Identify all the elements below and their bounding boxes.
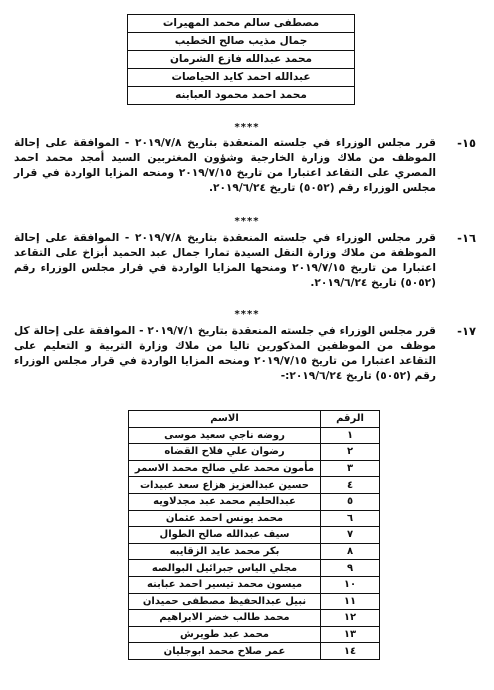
table-row [129,610,380,627]
row-name-cell: رضوان علي فلاح القضاه [129,444,321,461]
row-name-cell: مأمون محمد علي صالح محمد الاسمر [129,460,321,477]
header-number: الرقم [321,411,380,428]
row-number-cell: ٦ [321,510,380,527]
row-name-cell: ميسون محمد تيسير احمد عبابنه [129,576,321,593]
retirees-table [128,410,380,660]
row-number-cell: ١٤ [321,643,380,660]
table-row [129,460,380,477]
row-number-cell: ١٢ [321,610,380,627]
row-number-cell: ١٠ [321,576,380,593]
row-number-cell: ٩ [321,560,380,577]
table-row [129,593,380,610]
item-text: قرر مجلس الوزراء في جلسته المنعقدة بتاريخ ٢٠١٩/٧/١ - الموافقة على إحالة كل موظف من الموظفين المذكورين تاليا من ملاك وزارة التربية و التعليم على التقاعد اعتبارا من تاريخ ٢٠١٩/٧/١٥ ومنحه المزايا الواردة في قرار مجلس الوزراء رقم (٥٠٥٢) تاريخ ٢٠١٩/٦/٢٤:- [14,325,436,382]
row-name-cell: سيف عبدالله صالح الطوال [129,527,321,544]
table-row [129,576,380,593]
row-name-cell: نبيل عبدالحفيظ مصطفى حميدان [129,593,321,610]
item-text: قرر مجلس الوزراء في جلسته المنعقدة بتاريخ ٢٠١٩/٧/٨ - الموافقة على إحالة الموظف من ملاك وزارة الخارجية وشؤون المغتربين السيد أمجد محمد احمد المصري على التقاعد اعتبارا من تاريخ ٢٠١٩/٧/١٥ ومنحه المزايا الواردة في قرار مجلس الوزراء رقم (٥٠٥٢) تاريخ ٢٠١٩/٦/٢٤. [14,137,436,194]
retirees-table-body [129,427,380,659]
row-name-cell: محمد عبد طويرش [129,626,321,643]
decision-item-16 [14,231,476,291]
table-row [129,560,380,577]
name-cell: عبدالله احمد كايد الحياصات [128,69,355,87]
table-row [128,15,355,33]
row-number-cell: ١ [321,427,380,444]
top-names-table [127,14,355,105]
decision-item-17 [14,324,476,384]
name-cell: محمد عبدالله فازع الشرمان [128,51,355,69]
table-row [129,493,380,510]
decision-item-15 [14,136,476,196]
table-row [129,527,380,544]
item-number: ١٦- [457,231,476,245]
row-name-cell: عبدالحليم محمد عبد مجدلاويه [129,493,321,510]
row-number-cell: ٥ [321,493,380,510]
table-row [128,33,355,51]
table-row [129,543,380,560]
separator: **** [234,309,260,320]
row-name-cell: محمد طالب خضر الابراهيم [129,610,321,627]
table-row [129,626,380,643]
table-header-row [129,411,380,428]
row-number-cell: ١٣ [321,626,380,643]
row-name-cell: بكر محمد عايد الزقايبه [129,543,321,560]
table-row [129,477,380,494]
row-name-cell: حسين عبدالعزيز هزاع سعد عبيدات [129,477,321,494]
item-number: ١٥- [457,136,476,150]
row-name-cell: روضه ناجي سعيد موسى [129,427,321,444]
row-number-cell: ٢ [321,444,380,461]
separator: **** [234,216,260,227]
row-number-cell: ٨ [321,543,380,560]
name-cell: جمال مذيب صالح الخطيب [128,33,355,51]
row-number-cell: ١١ [321,593,380,610]
table-row [129,427,380,444]
header-name: الاسم [129,411,321,428]
table-row [128,87,355,105]
row-number-cell: ٣ [321,460,380,477]
item-number: ١٧- [457,324,476,338]
table-row [129,510,380,527]
table-row [129,643,380,660]
row-name-cell: مجلي الياس جبرائيل البوالصه [129,560,321,577]
item-text: قرر مجلس الوزراء في جلسته المنعقدة بتاريخ ٢٠١٩/٧/٨ - الموافقة على إحالة الموظفة من ملاك وزارة النقل السيدة تمارا جمال عبد الحميد أبزاخ على التقاعد اعتبارا من تاريخ ٢٠١٩/٧/١٥ ومنحها المزايا الواردة في قرار مجلس الوزراء رقم (٥٠٥٢) تاريخ ٢٠١٩/٦/٢٤. [14,232,436,289]
table-row [128,69,355,87]
row-number-cell: ٧ [321,527,380,544]
name-cell: مصطفى سالم محمد المهيرات [128,15,355,33]
table-row [128,51,355,69]
table-row [129,444,380,461]
row-name-cell: عمر صلاح محمد ابوجليان [129,643,321,660]
row-number-cell: ٤ [321,477,380,494]
name-cell: محمد احمد محمود العبابنه [128,87,355,105]
separator: **** [234,122,260,133]
row-name-cell: محمد يونس احمد عثمان [129,510,321,527]
